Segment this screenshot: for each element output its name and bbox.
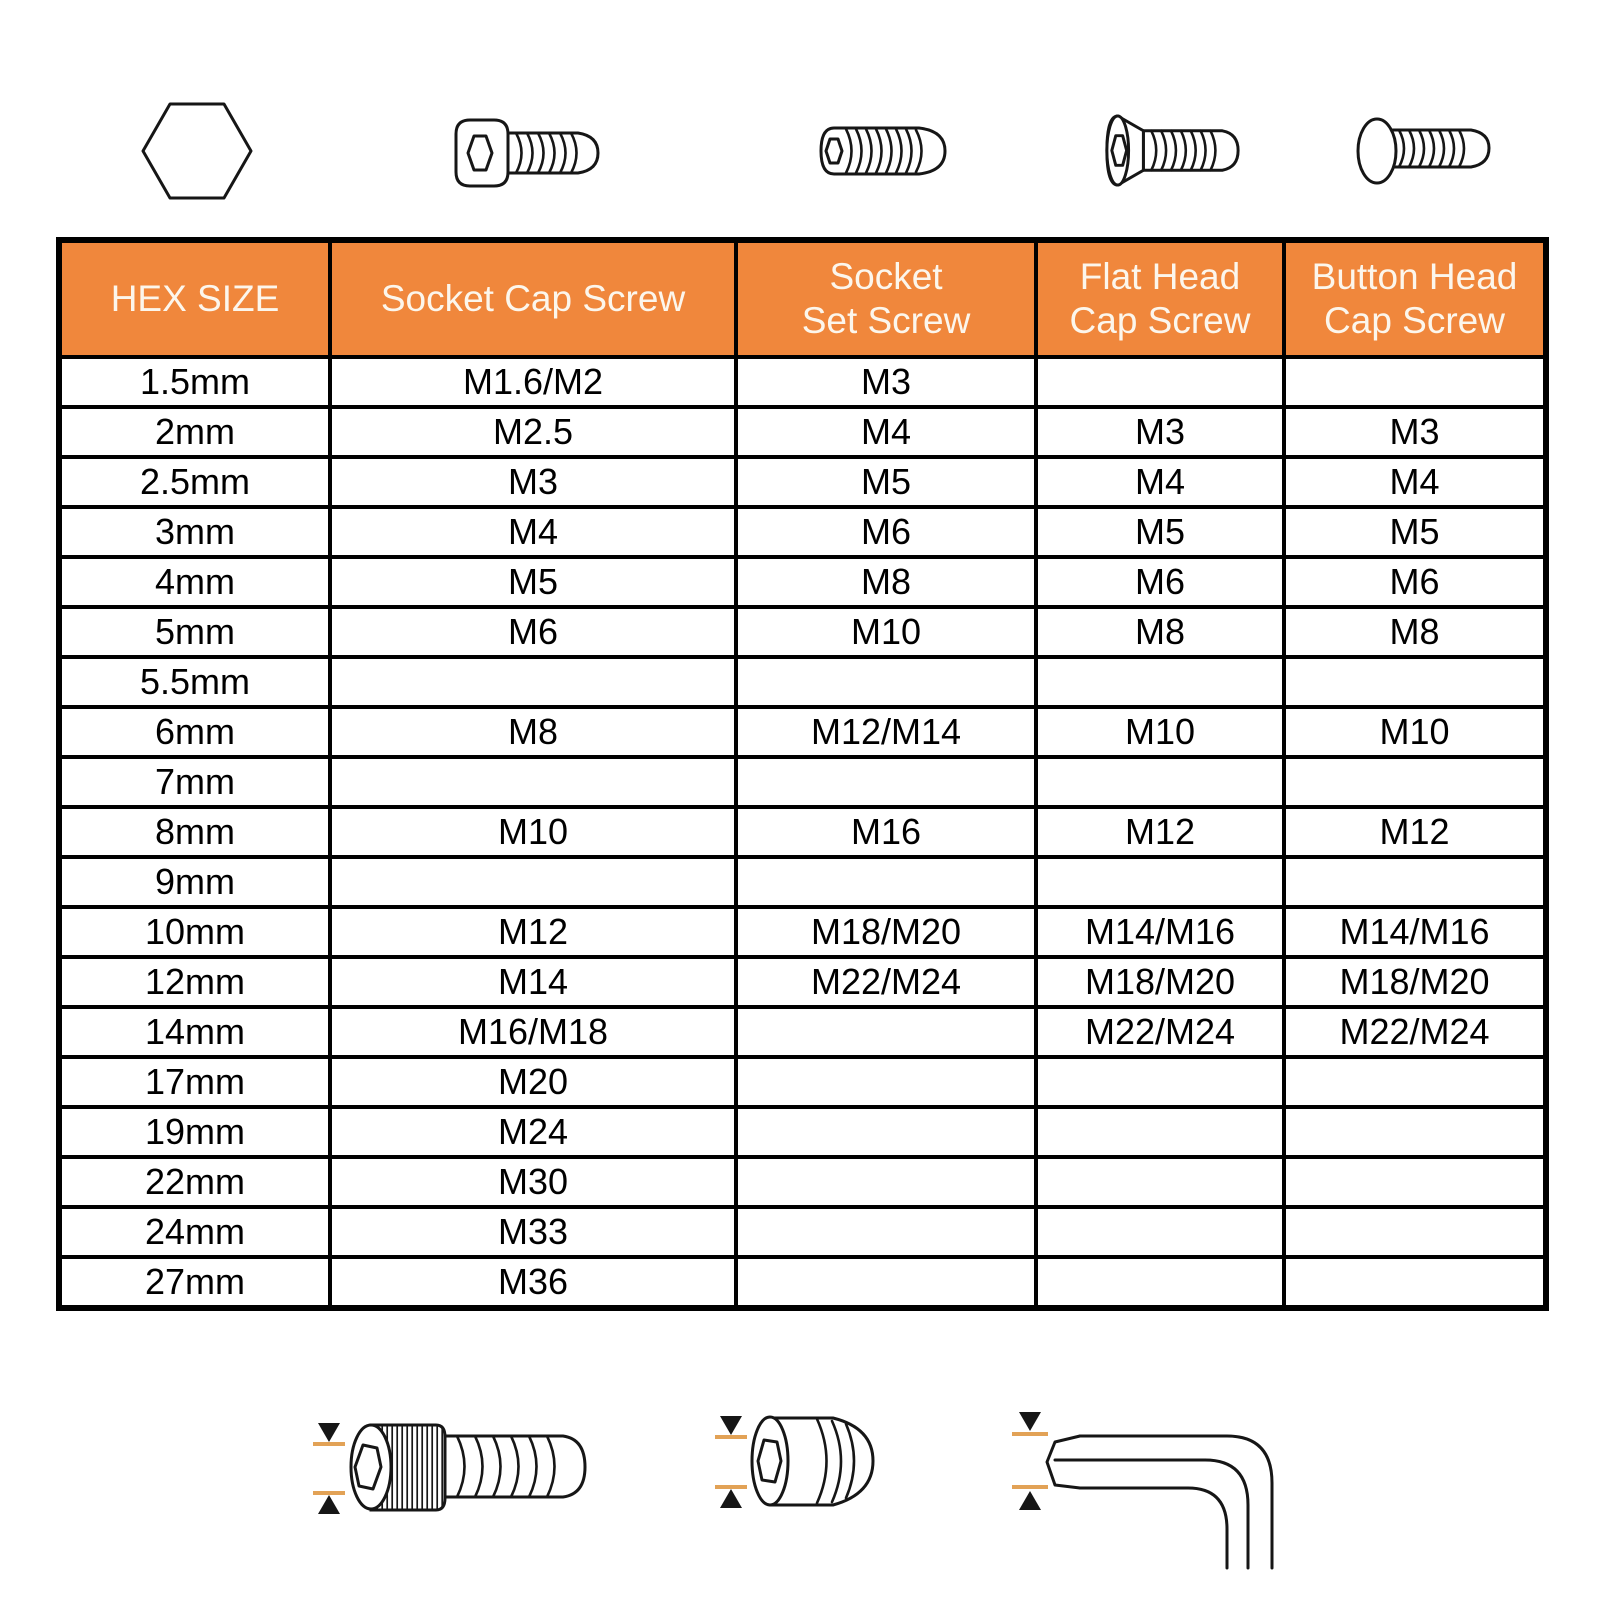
socket-cap-cell: M6 [330,607,736,657]
hex-size-cell: 10mm [59,907,330,957]
socket-set-cell: M5 [736,457,1036,507]
socket-cap-cell: M33 [330,1207,736,1257]
hex-size-cell: 12mm [59,957,330,1007]
socket-cap-cell: M8 [330,707,736,757]
button-head-cell: M4 [1284,457,1546,507]
socket-set-cell: M22/M24 [736,957,1036,1007]
flat-head-cell [1036,1207,1284,1257]
socket-cap-cell: M16/M18 [330,1007,736,1057]
table-row [59,507,1546,557]
button-head-cell [1284,357,1546,407]
button-head-cell [1284,1057,1546,1107]
socket-cap-cell: M12 [330,907,736,957]
socket-set-cell: M10 [736,607,1036,657]
hex-size-cell: 2mm [59,407,330,457]
hex-size-cell: 5mm [59,607,330,657]
hex-size-cell: 7mm [59,757,330,807]
button-head-cell: M8 [1284,607,1546,657]
button-head-cell [1284,757,1546,807]
button-head-cell: M5 [1284,507,1546,557]
button-head-cap-screw-icon [1355,117,1492,187]
header-socket-cap-screw: Socket Cap Screw [330,240,736,357]
hex-size-cell: 17mm [59,1057,330,1107]
socket-set-cell [736,1007,1036,1057]
socket-set-cell: M4 [736,407,1036,457]
socket-cap-cell: M1.6/M2 [330,357,736,407]
table-row [59,557,1546,607]
flat-head-cell [1036,1157,1284,1207]
socket-cap-cell: M24 [330,1107,736,1157]
socket-set-cell [736,757,1036,807]
button-head-cell [1284,1207,1546,1257]
button-head-cell [1284,657,1546,707]
socket-cap-cell: M14 [330,957,736,1007]
flat-head-cell [1036,1107,1284,1157]
hex-size-cell: 9mm [59,857,330,907]
socket-cap-cell: M5 [330,557,736,607]
table-row [59,1057,1546,1107]
flat-head-cell: M3 [1036,407,1284,457]
flat-head-cell: M6 [1036,557,1284,607]
flat-head-cell [1036,1057,1284,1107]
button-head-cell: M18/M20 [1284,957,1546,1007]
table-row [59,407,1546,457]
flat-head-cell: M4 [1036,457,1284,507]
hex-size-cell: 14mm [59,1007,330,1057]
socket-set-cell [736,657,1036,707]
button-head-cell: M6 [1284,557,1546,607]
table-row [59,807,1546,857]
table-row [59,857,1546,907]
hex-size-cell: 4mm [59,557,330,607]
header-flat-head-cap-screw: Flat Head Cap Screw [1036,240,1284,357]
flat-head-cell [1036,757,1284,807]
hex-size-cell: 1.5mm [59,357,330,407]
flat-head-cell [1036,657,1284,707]
hexagon-icon [141,101,253,201]
table-row [59,607,1546,657]
table-row [59,1257,1546,1308]
hex-size-cell: 3mm [59,507,330,557]
socket-set-cell: M16 [736,807,1036,857]
hex-size-cell: 8mm [59,807,330,857]
socket-set-cell [736,1157,1036,1207]
table-row [59,357,1546,407]
table-row [59,1007,1546,1057]
flat-head-cell: M22/M24 [1036,1007,1284,1057]
socket-cap-cell [330,857,736,907]
flat-head-cell: M5 [1036,507,1284,557]
flat-head-cell: M12 [1036,807,1284,857]
socket-cap-cell: M10 [330,807,736,857]
header-row [59,240,1546,357]
socket-set-cell [736,1257,1036,1308]
hex-size-cell: 24mm [59,1207,330,1257]
button-head-cell [1284,1107,1546,1157]
socket-cap-screw-icon [452,118,602,188]
flat-head-cell [1036,357,1284,407]
table-row [59,907,1546,957]
flat-head-cell [1036,857,1284,907]
hex-key-measure-diagram [1005,1400,1290,1585]
table-row [59,1107,1546,1157]
socket-cap-cell [330,757,736,807]
table-row [59,757,1546,807]
hex-size-cell: 6mm [59,707,330,757]
socket-cap-cell: M30 [330,1157,736,1207]
socket-cap-cell: M3 [330,457,736,507]
socket-set-cell: M18/M20 [736,907,1036,957]
hex-size-cell: 22mm [59,1157,330,1207]
hex-size-cell: 2.5mm [59,457,330,507]
hex-size-table [56,237,1549,1311]
hex-size-cell: 19mm [59,1107,330,1157]
hex-size-cell: 5.5mm [59,657,330,707]
socket-set-cell: M8 [736,557,1036,607]
header-socket-set-screw: Socket Set Screw [736,240,1036,357]
button-head-cell [1284,857,1546,907]
header-button-head-cap-screw: Button Head Cap Screw [1284,240,1546,357]
button-head-cell [1284,1157,1546,1207]
table-row [59,1157,1546,1207]
button-head-cell: M3 [1284,407,1546,457]
socket-set-cell [736,1107,1036,1157]
socket-cap-cell: M2.5 [330,407,736,457]
socket-set-cell [736,857,1036,907]
button-head-cell: M10 [1284,707,1546,757]
socket-set-cell: M3 [736,357,1036,407]
table-row [59,707,1546,757]
socket-set-cell [736,1207,1036,1257]
socket-cap-cell: M4 [330,507,736,557]
hex-size-cell: 27mm [59,1257,330,1308]
socket-cap-screw-measure-diagram [305,1415,597,1520]
socket-set-cell: M6 [736,507,1036,557]
button-head-cell [1284,1257,1546,1308]
socket-set-cell: M12/M14 [736,707,1036,757]
table-row [59,457,1546,507]
flat-head-cap-screw-icon [1103,114,1241,188]
table-row [59,1207,1546,1257]
flat-head-cell: M14/M16 [1036,907,1284,957]
table-row [59,957,1546,1007]
socket-set-screw-measure-diagram [705,1408,885,1513]
button-head-cell: M22/M24 [1284,1007,1546,1057]
button-head-cell: M12 [1284,807,1546,857]
socket-cap-cell: M36 [330,1257,736,1308]
table-row [59,657,1546,707]
button-head-cell: M14/M16 [1284,907,1546,957]
flat-head-cell [1036,1257,1284,1308]
socket-set-cell [736,1057,1036,1107]
flat-head-cell: M18/M20 [1036,957,1284,1007]
flat-head-cell: M10 [1036,707,1284,757]
socket-cap-cell: M20 [330,1057,736,1107]
socket-cap-cell [330,657,736,707]
socket-set-screw-icon [813,126,947,176]
flat-head-cell: M8 [1036,607,1284,657]
header-hex-size: HEX SIZE [59,240,330,357]
